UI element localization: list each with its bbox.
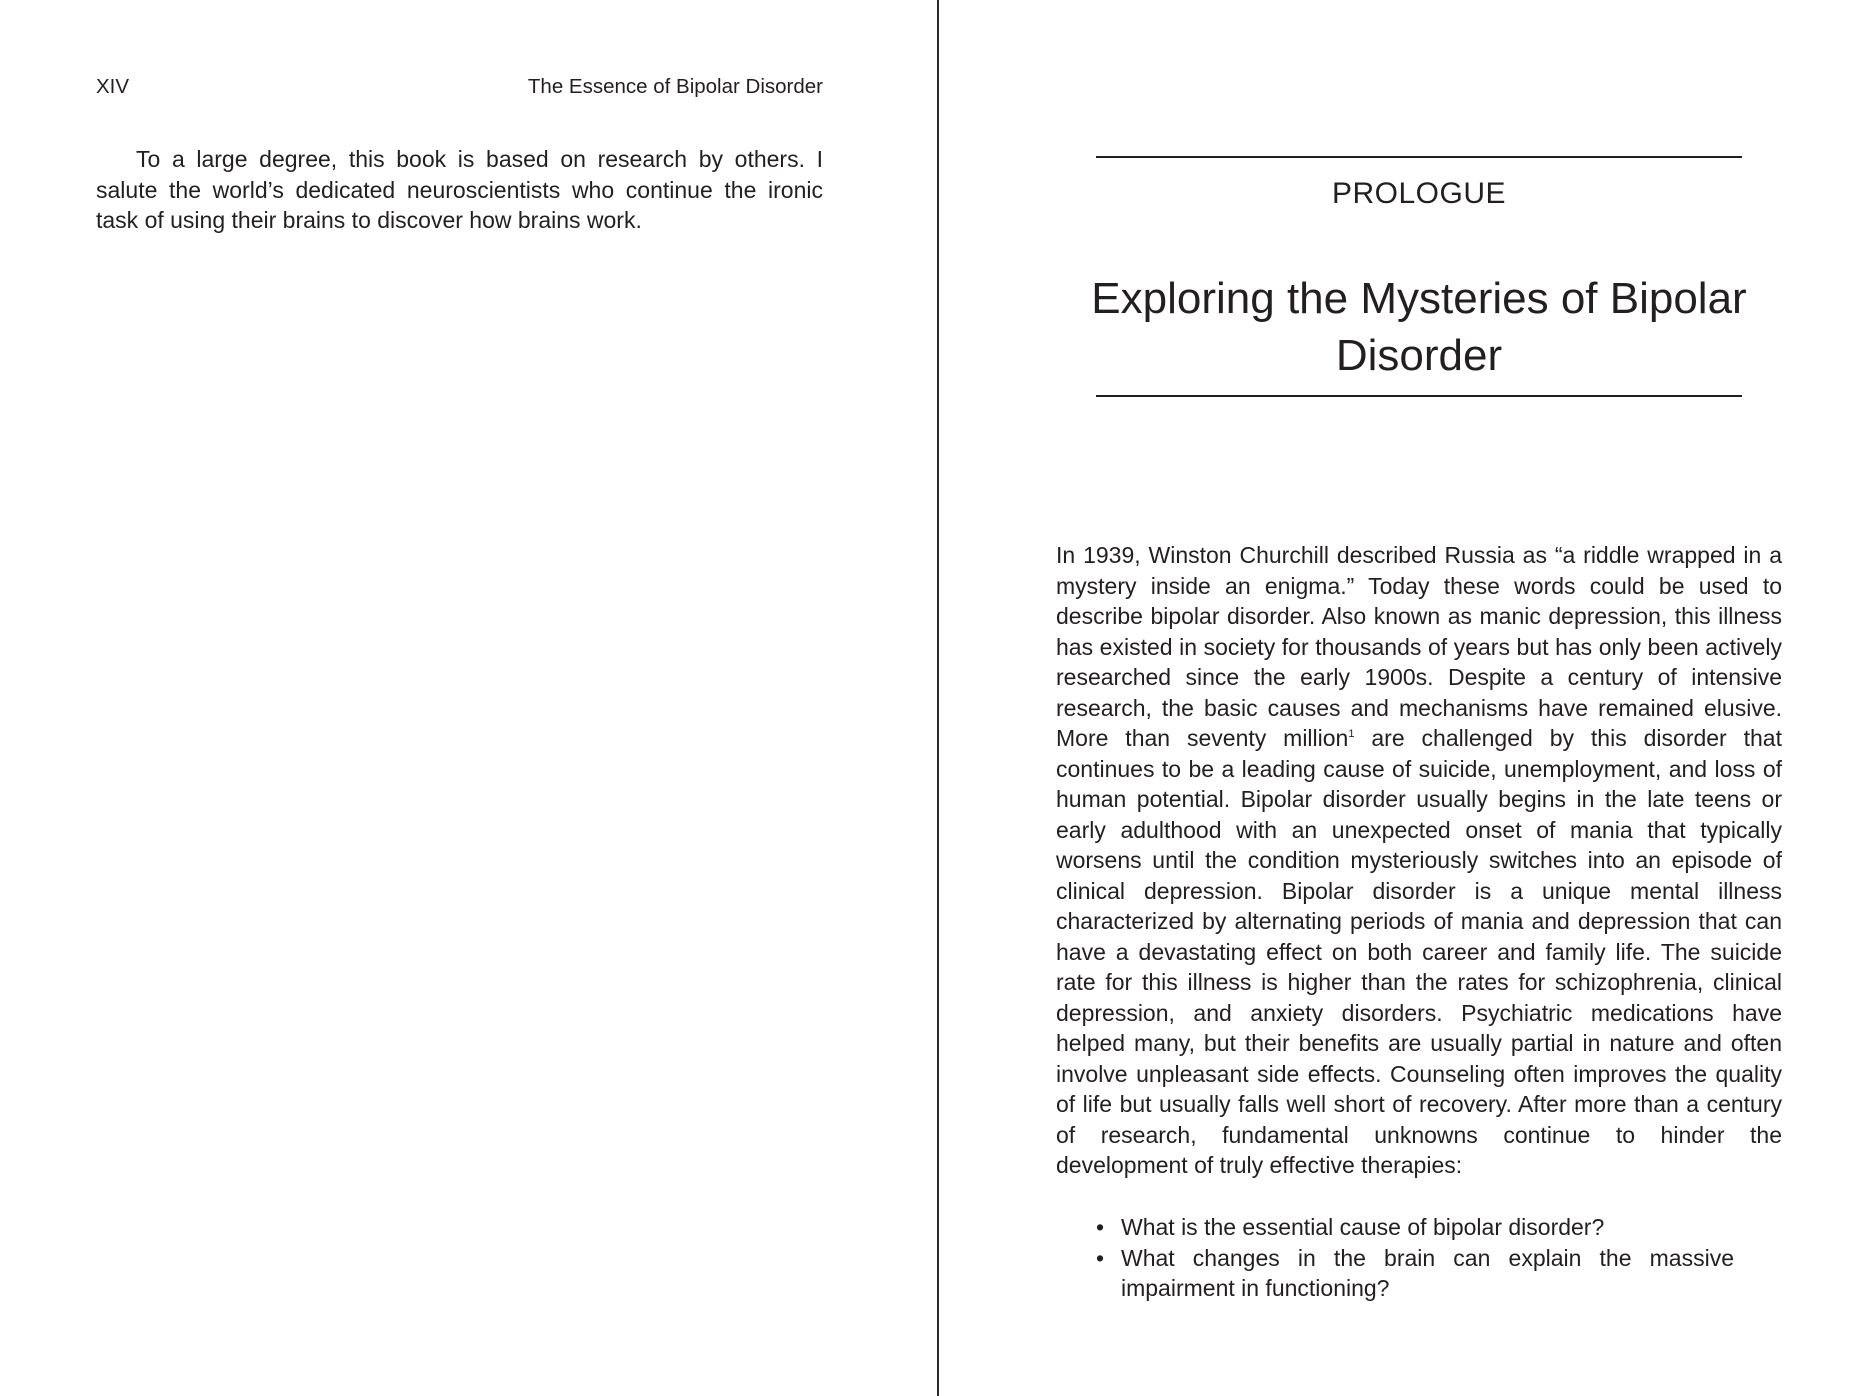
footnote-reference: 1 xyxy=(1348,728,1355,740)
chapter-title: Exploring the Mysteries of Bipolar Disorder xyxy=(1091,274,1747,380)
list-item xyxy=(1096,1243,1734,1304)
prologue-text-part1: In 1939, Winston Churchill described Russia as “a riddle wrapped in a mystery inside an enigma.” Today these words could be used to describe bipolar disorder. Also known as manic depression, this illness has existed in society for thousands of years but has only been actively researched since the early 1900s. Despite a century of intensive research, the basic causes and mechanisms have remained elusive. More than seventy million xyxy=(1056,542,1782,751)
bullet-mark: • xyxy=(1096,1244,1105,1271)
chapter-label: PROLOGUE xyxy=(1331,177,1507,210)
right-page xyxy=(940,0,1862,1396)
running-title: The Essence of Bipolar Disorder xyxy=(527,75,823,98)
chapter-rule-bottom xyxy=(1096,395,1742,397)
prologue-paragraph xyxy=(1056,540,1782,1181)
chapter-rule-top xyxy=(1096,156,1742,158)
acknowledgment-paragraph: To a large degree, this book is based on research by others. I salute the world’s dedicated neuroscientists who continue the ironic task of using their brains to discover how brains work. xyxy=(96,146,823,233)
question-list xyxy=(1096,1212,1734,1304)
question-text: What is the essential cause of bipolar disorder? xyxy=(1121,1214,1605,1240)
bullet-mark: • xyxy=(1096,1214,1105,1240)
prologue-text-part2: are challenged by this disorder that continues to be a leading cause of suicide, unemployment, and loss of human potential. Bipolar disorder usually begins in the late teens or early adulthood with an unexpected onset of mania that typically worsens until the condition mysteriously switches into an episode of clinical depression. Bipolar disorder is a unique mental illness characterized by alternating periods of mania and depression that can have a devastating effect on both career and family life. The suicide rate for this illness is higher than the rates for schizophrenia, clinical depression, and anxiety disorders. Psychiatric medications have helped many, but their benefits are usually partial in nature and often involve unpleasant side effects. Counseling often improves the quality of life but usually falls well short of recovery. After more than a century of research, fundamental unknowns continue to hinder the development of truly effective therapies: xyxy=(1056,725,1782,1178)
running-header xyxy=(96,74,823,100)
list-item xyxy=(1096,1212,1734,1243)
page-number: XIV xyxy=(96,75,130,98)
page-gutter-divider xyxy=(937,0,939,1396)
question-text: What changes in the brain can explain the massive impairment in functioning? xyxy=(1121,1244,1734,1301)
